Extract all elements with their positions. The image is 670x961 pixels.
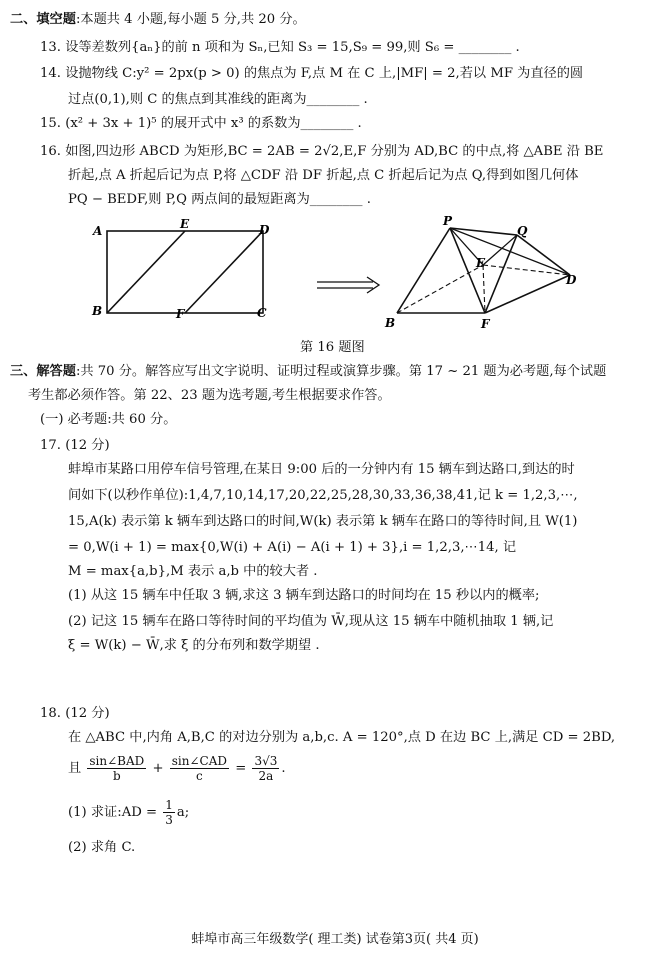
label-b: B [92, 304, 103, 318]
section-3-intro-2: 考生都必须作答。第 22、23 题为选考题,考生根据要求作答。 [28, 388, 391, 403]
question-14-number: 14. [40, 66, 61, 81]
condition-prefix: 且 [68, 761, 82, 776]
segment-fd [185, 231, 263, 313]
question-17-number: 17. [40, 438, 61, 453]
label-e: E [180, 217, 190, 231]
fraction-3-numerator: 3√3 [254, 754, 278, 768]
question-16-text-1: 如图,四边形 ABCD 为矩形,BC = 2AB = 2√2,E,F 分别为 AD,BC 的中点,将 △ABE 沿 BE [65, 144, 604, 159]
section-2-header: 二、填空题 [10, 12, 76, 27]
question-18-text-1: 在 △ABC 中,内角 A,B,C 的对边分别为 a,b,c. A = 120°,点 D 在边 BC 上,满足 CD = 2BD, [68, 730, 616, 745]
section-3-header: 三、解答题 [10, 364, 76, 379]
question-17-score: (12 分) [65, 438, 110, 453]
section-3-intro-1: :共 70 分。解答应写出文字说明、证明过程或演算步骤。第 17 ~ 21 题为必考题,每个试题 [75, 364, 607, 379]
question-13 [40, 38, 520, 58]
section-2-intro: :本题共 4 小题,每小题 5 分,共 20 分。 [75, 12, 306, 27]
section-3-part-1: (一) 必考题:共 60 分。 [40, 412, 177, 427]
sub-1-suffix: a; [176, 805, 190, 820]
arrow-icon [317, 277, 379, 293]
condition-end: . [281, 761, 286, 776]
question-14-text-2: 过点(0,1),则 C 的焦点到其准线的距离为________ . [68, 92, 368, 107]
fraction-1-denominator: b [112, 769, 121, 783]
label-p: P [443, 215, 453, 228]
question-16-figure [85, 215, 585, 335]
question-17-heading [40, 436, 110, 456]
question-17-text-1: 蚌埠市某路口用停车信号管理,在某日 9:00 后的一分钟内有 15 辆车到达路口,到达的时 [68, 462, 575, 477]
label-d-solid: D [566, 273, 577, 287]
question-16-line-1 [40, 142, 603, 162]
question-17-text-3: 15,A(k) 表示第 k 辆车到达路口的时间,W(k) 表示第 k 辆车在路口的等待时间,且 W(1) [68, 514, 578, 529]
question-15-text: (x² + 3x + 1)⁵ 的展开式中 x³ 的系数为________ . [65, 116, 362, 131]
question-16-number: 16. [40, 144, 61, 159]
fraction-2-denominator: c [196, 769, 203, 783]
segment-be [107, 231, 185, 313]
section-3-header-line [10, 362, 606, 382]
plus-sign: + [152, 761, 164, 776]
question-18-condition [68, 754, 286, 784]
question-15 [40, 114, 362, 134]
question-17-text-2: 间如下(以秒作单位):1,4,7,10,14,17,20,22,25,28,30,33,36,38,41,记 k = 1,2,3,⋯, [68, 488, 578, 503]
question-13-number: 13. [40, 40, 61, 55]
label-d: D [259, 223, 270, 237]
solid-pq-bedf [397, 228, 570, 313]
question-17-text-5: M = max{a,b},M 表示 a,b 中的较大者 . [68, 564, 318, 579]
question-17-text-4: = 0,W(i + 1) = max{0,W(i) + A(i) − A(i + 1) + 3},i = 1,2,3,⋯14, 记 [68, 540, 517, 555]
question-18-number: 18. [40, 706, 61, 721]
rectangle-abcd [107, 231, 263, 313]
one-third-denominator: 3 [165, 813, 173, 827]
fraction-one-third [163, 798, 175, 827]
equals-sign: = [235, 761, 247, 776]
fraction-sin-cad-over-c [170, 754, 229, 783]
label-f-solid: F [481, 317, 490, 331]
question-13-text: 设等差数列{aₙ}的前 n 项和为 Sₙ,已知 S₃ = 15,S₉ = 99,则 S₆ = ________ . [65, 40, 520, 55]
label-f: F [176, 307, 185, 321]
fraction-2-numerator: sin∠CAD [171, 754, 227, 768]
question-14-line-1 [40, 64, 583, 84]
fraction-3-denominator: 2a [258, 769, 274, 783]
question-14-text-1: 设抛物线 C:y² = 2px(p > 0) 的焦点为 F,点 M 在 C 上,|MF| = 2,若以 MF 为直径的圆 [65, 66, 584, 81]
question-16-text-2: 折起,点 A 折起后记为点 P,将 △CDF 沿 DF 折起,点 C 折起后记为点 Q,得到如图几何体 [68, 168, 579, 183]
question-18-sub-2: (2) 求角 C. [68, 840, 136, 855]
label-a: A [93, 224, 103, 238]
question-15-number: 15. [40, 116, 61, 131]
question-17-sub-1: (1) 从这 15 辆车中任取 3 辆,求这 3 辆车到达路口的时间均在 15 秒以内的概率; [68, 588, 540, 603]
label-e-solid: E [476, 256, 486, 270]
fraction-1-numerator: sin∠BAD [89, 754, 145, 768]
section-2-header-line [10, 10, 306, 30]
question-16-text-3: PQ − BEDF,则 P,Q 两点间的最短距离为________ . [68, 192, 371, 207]
label-b-solid: B [385, 316, 396, 330]
label-c: C [257, 306, 267, 320]
question-18-sub-1 [68, 798, 189, 828]
fraction-3root3-over-2a [252, 754, 279, 783]
fraction-sin-bad-over-b [87, 754, 146, 783]
one-third-numerator: 1 [165, 798, 173, 812]
figure-caption: 第 16 题图 [300, 340, 365, 355]
question-18-heading [40, 704, 110, 724]
question-18-score: (12 分) [65, 706, 110, 721]
sub-1-prefix: (1) 求证:AD = [68, 805, 158, 820]
page-footer: 蚌埠市高三年级数学( 理工类) 试卷第3页( 共4 页) [191, 932, 479, 947]
question-17-sub-2b: ξ = W(k) − W̄,求 ξ 的分布列和数学期望 . [68, 638, 320, 653]
label-q: Q [517, 224, 528, 238]
question-17-sub-2a: (2) 记这 15 辆车在路口等待时间的平均值为 W̄,现从这 15 辆车中随机抽取 1 辆,记 [68, 614, 554, 629]
